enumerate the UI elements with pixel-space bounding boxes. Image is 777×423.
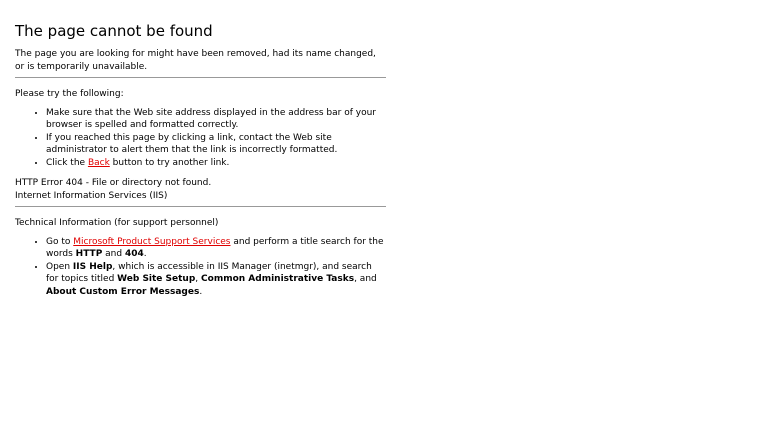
try-heading: Please try the following:: [15, 89, 124, 99]
list-item: • Make sure that the Web site address displayed in the address bar of your browser is spelled and formatted correctly.: [46, 107, 387, 132]
tech-list: [15, 236, 387, 299]
divider-top: [15, 77, 386, 78]
support-services-link[interactable]: Microsoft Product Support Services: [73, 236, 231, 247]
error-page: [0, 0, 387, 298]
error-code-line: HTTP Error 404 - File or directory not found.: [15, 178, 212, 188]
server-name-line: Internet Information Services (IIS): [15, 190, 168, 201]
list-item: • Go to Microsoft Product Support Services and perform a title search for the words HTTP and 404.: [46, 236, 387, 261]
back-link[interactable]: Back: [87, 157, 110, 168]
intro-text: The page you are looking for might have been removed, had its name changed, or is temporarily unavailable.: [15, 49, 376, 72]
divider-bottom: [15, 206, 386, 207]
tech-heading: Technical Information (for support personnel): [15, 218, 219, 228]
list-item: • Open IIS Help, which is accessible in IIS Manager (inetmgr), and search for topics titled Web Site Setup, Common Administrative Tasks, and About Custom Error Messages.: [46, 261, 387, 299]
list-item: • If you reached this page by clicking a link, contact the Web site administrator to alert them that the link is incorrectly formatted.: [46, 132, 387, 157]
try-list: [15, 107, 387, 170]
list-item: • Click the Back button to try another link.: [46, 157, 387, 170]
page-title: The page cannot be found: [15, 22, 213, 40]
